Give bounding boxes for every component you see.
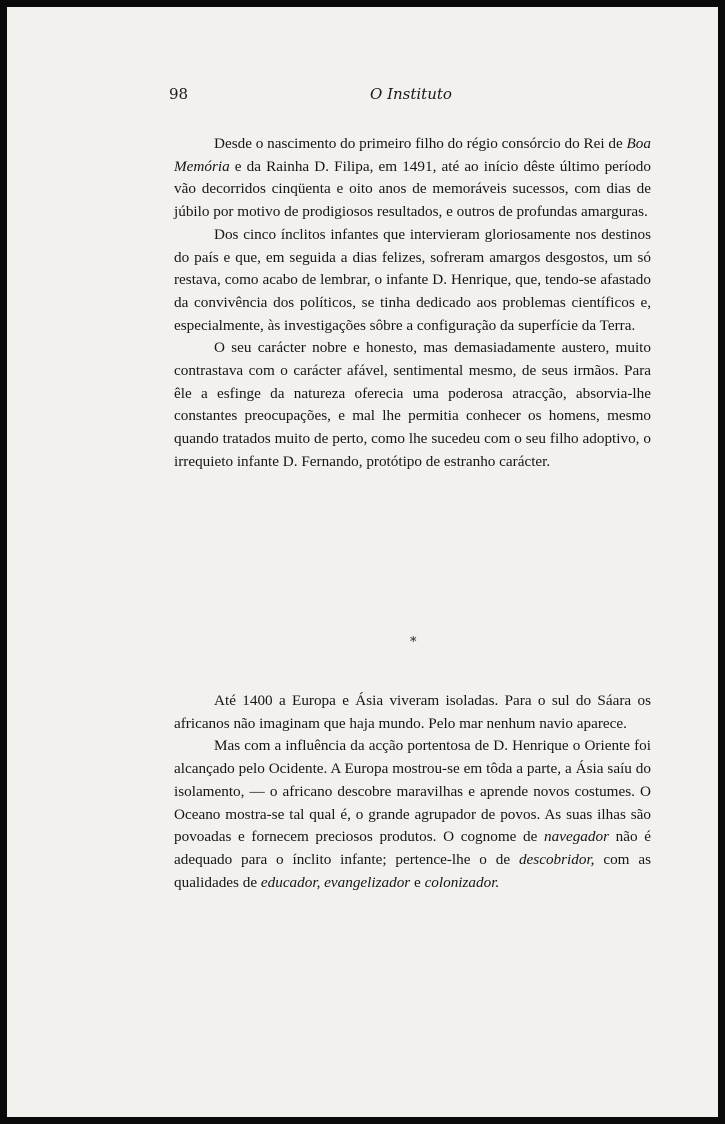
document-page <box>7 7 718 1117</box>
italic-navegador: navegador <box>544 828 609 846</box>
paragraph-5-text-d: e <box>410 873 425 891</box>
page-number: 98 <box>169 85 189 103</box>
italic-boa-memoria: Boa Memória <box>174 135 651 175</box>
italic-educador: educador, evangelizador <box>260 873 411 891</box>
paragraph-5-text-a: Mas com a influência da acção portentosa de D. Henrique o Oriente foi alcançado pelo Ocidente. A Europa mostrou-se em tôda a parte, a Ásia saíu do isolamento, — o africano descobre maravilhas e aprende novos costumes. O Oceano mostra-se tal qual é, o grande agrupador de povos. As suas ilhas são povoadas e fornecem preciosos produtos. O cognome de <box>174 737 651 846</box>
running-title: O Instituto <box>370 85 452 103</box>
paragraph-5-text-c: com as qualidades de <box>174 850 651 891</box>
paragraph-1-text-a: Desde o nascimento do primeiro filho do régio consórcio do Rei de <box>214 135 627 152</box>
italic-colonizador: colonizador. <box>424 873 500 891</box>
paragraph-1-text-b: e da Rainha D. Filipa, em 1491, até ao início dêste último período vão decorridos cinqüenta e oito anos de memoráveis sucessos, com dias de júbilo por motivo de prodigiosos resultados, e outros de profundas amarguras. <box>174 157 651 221</box>
page-header <box>7 85 718 109</box>
paragraph-1 <box>174 133 651 224</box>
paragraph-3: O seu carácter nobre e honesto, mas demasiadamente austero, muito contrastava com o carácter afável, sentimental mesmo, de seus irmãos. Para êle a esfinge da natureza oferecia uma poderosa atracção, absorvia-lhe constantes preocupações, e mal lhe permitia conhecer os homens, mesmo quando tratados muito de perto, como lhe sucedeu com o seu filho adoptivo, o irrequieto infante D. Fernando, protótipo de estranho carácter. <box>174 339 651 470</box>
section-1 <box>174 133 651 474</box>
paragraph-2: Dos cinco ínclitos infantes que intervieram gloriosamente nos destinos do país e que, em seguida a dias felizes, sofreram amargos desgostos, um só restava, como acabo de lembrar, o infante D. Henrique, que, tendo-se afastado da convivência dos políticos, se tinha dedicado aos problemas científicos e, especialmente, às investigações sôbre a configuração da superfície da Terra. <box>174 225 651 334</box>
paragraph-4: Até 1400 a Europa e Ásia viveram isoladas. Para o sul do Sáara os africanos não imaginam que haja mundo. Pelo mar nenhum navio aparece. <box>174 692 651 732</box>
section-separator: * <box>410 635 417 650</box>
paragraph-5 <box>174 735 651 894</box>
italic-descobridor: descobridor, <box>518 850 595 868</box>
paragraph-5-text-b: não é adequado para o ínclito infante; pertence-lhe o de <box>174 828 651 868</box>
section-2 <box>174 690 651 894</box>
